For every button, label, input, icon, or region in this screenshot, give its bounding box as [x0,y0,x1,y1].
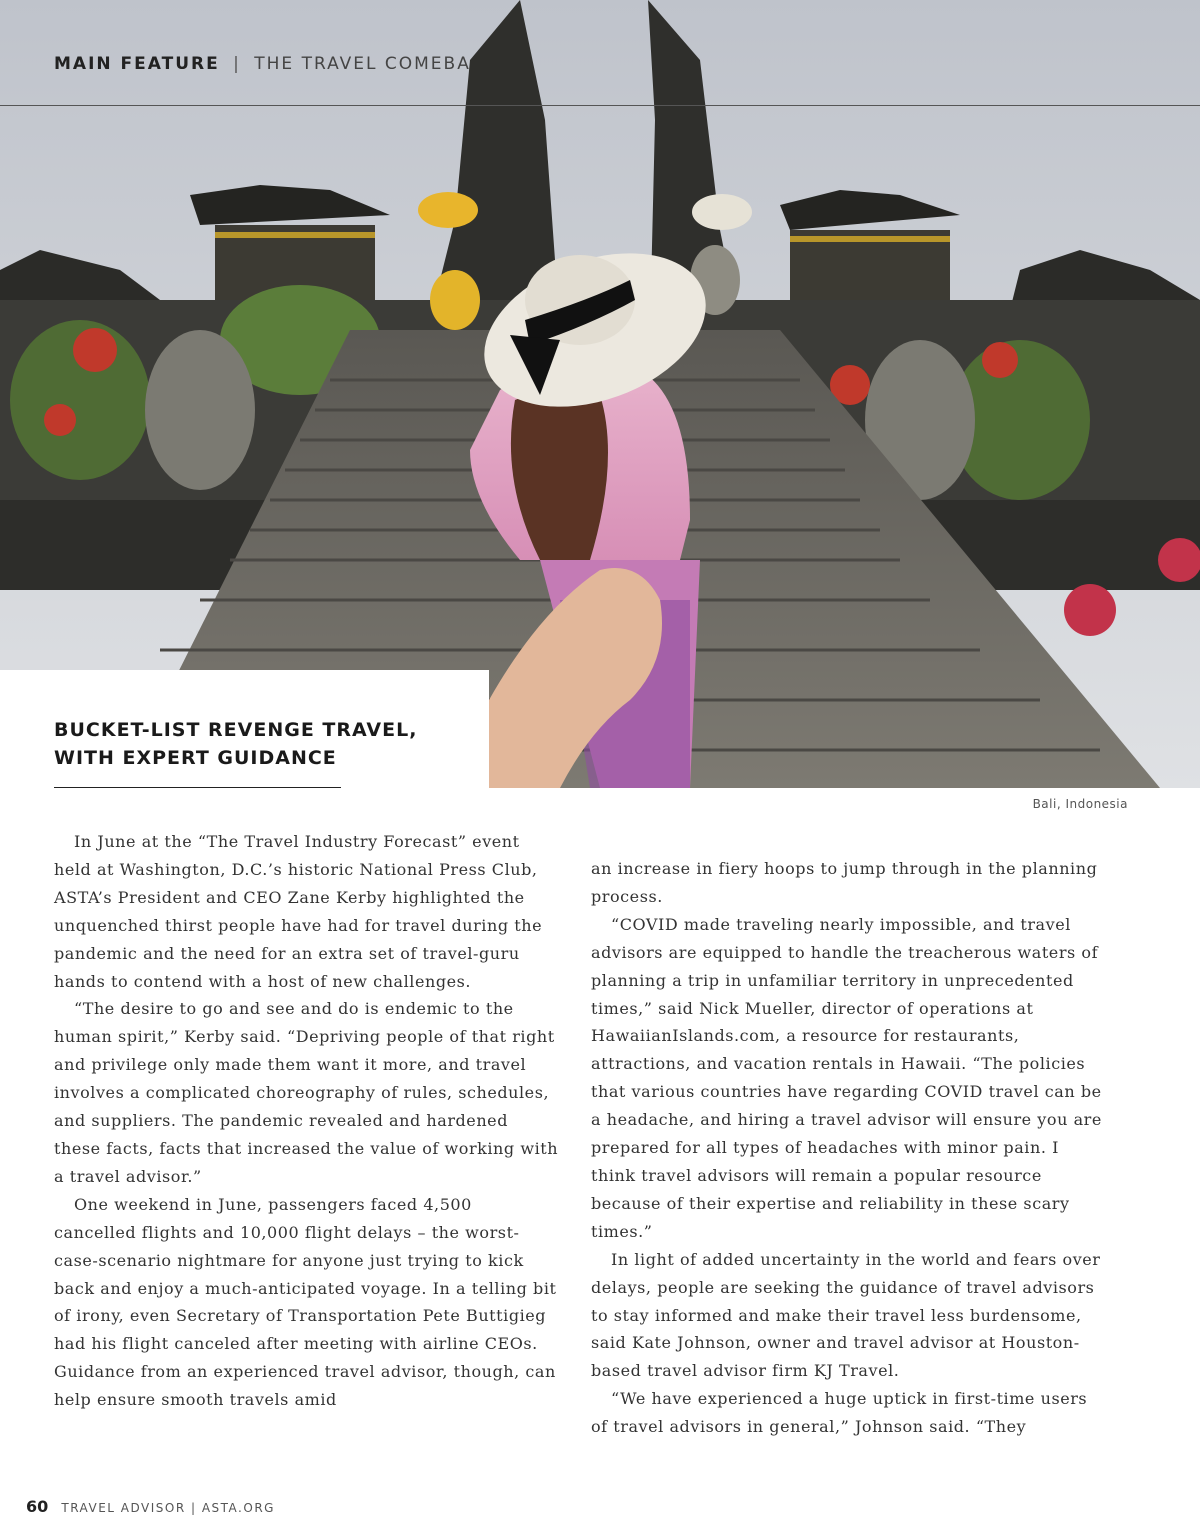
paragraph: “The desire to go and see and do is endemic to the human spirit,” Kerby said. “Depriving people of that right and privilege only made them want it more, and travel involves a complicated choreography of rules, schedules, and suppliers. The pandemic revealed and hardened these facts, facts that increased the value of working with a travel advisor.” [54,999,559,1186]
paragraph: an increase in fiery hoops to jump through in the planning process. [591,859,1098,906]
article-column-right [591,855,1106,1441]
article-column-left [54,828,559,1414]
header-separator: | [233,54,241,74]
paragraph: “COVID made traveling nearly impossible, and travel advisors are equipped to handle the treacherous waters of planning a trip in unfamiliar territory in unprecedented times,” said Nick Mueller, director of operations at HawaiianIslands.com, a resource for restaurants, attractions, and vacation rentals in Hawaii. “The policies that various countries have regarding COVID travel can be a headache, and hiring a travel advisor will ensure you are prepared for all types of headaches with minor pain. I think travel advisors will remain a popular resource because of their expertise and reliability in these scary times.” [591,914,1102,1241]
page-number: 60 [26,1497,49,1516]
header-rule [0,105,1200,106]
article-headline [54,716,474,772]
headline-line-2: WITH EXPERT GUIDANCE [54,747,337,769]
section-header [54,54,471,74]
section-label: MAIN FEATURE [54,54,220,74]
paragraph: In light of added uncertainty in the world and fears over delays, people are seeking the guidance of travel advisors to stay informed and make their travel less burdensome, said Kate Johnson, owner and travel advisor at Houston-based travel advisor firm KJ Travel. [591,1249,1101,1381]
paragraph: “We have experienced a huge uptick in first-time users of travel advisors in general,” Johnson said. “They [591,1389,1088,1437]
publication-name: TRAVEL ADVISOR | ASTA.ORG [61,1501,275,1515]
page-footer [26,1497,275,1516]
feature-title: THE TRAVEL COMEBA [254,54,471,74]
headline-rule [54,787,341,788]
photo-caption: Bali, Indonesia [1032,797,1128,811]
paragraph: In June at the “The Travel Industry Forecast” event held at Washington, D.C.’s historic National Press Club, ASTA’s President and CEO Zane Kerby highlighted the unquenched thirst people have had for travel during the pandemic and the need for an extra set of travel-guru hands to contend with a host of new challenges. [54,832,543,991]
headline-line-1: BUCKET-LIST REVENGE TRAVEL, [54,719,418,741]
statue-left [145,330,255,490]
paragraph: One weekend in June, passengers faced 4,500 cancelled flights and 10,000 flight delays – the worst-case-scenario nightmare for anyone just trying to kick back and enjoy a much-anticipated voyage. In a telling bit of irony, even Secretary of Transportation Pete Buttigieg had his flight canceled after meeting with airline CEOs. Guidance from an experienced travel advisor, though, can help ensure smooth travels amid [54,1194,557,1410]
